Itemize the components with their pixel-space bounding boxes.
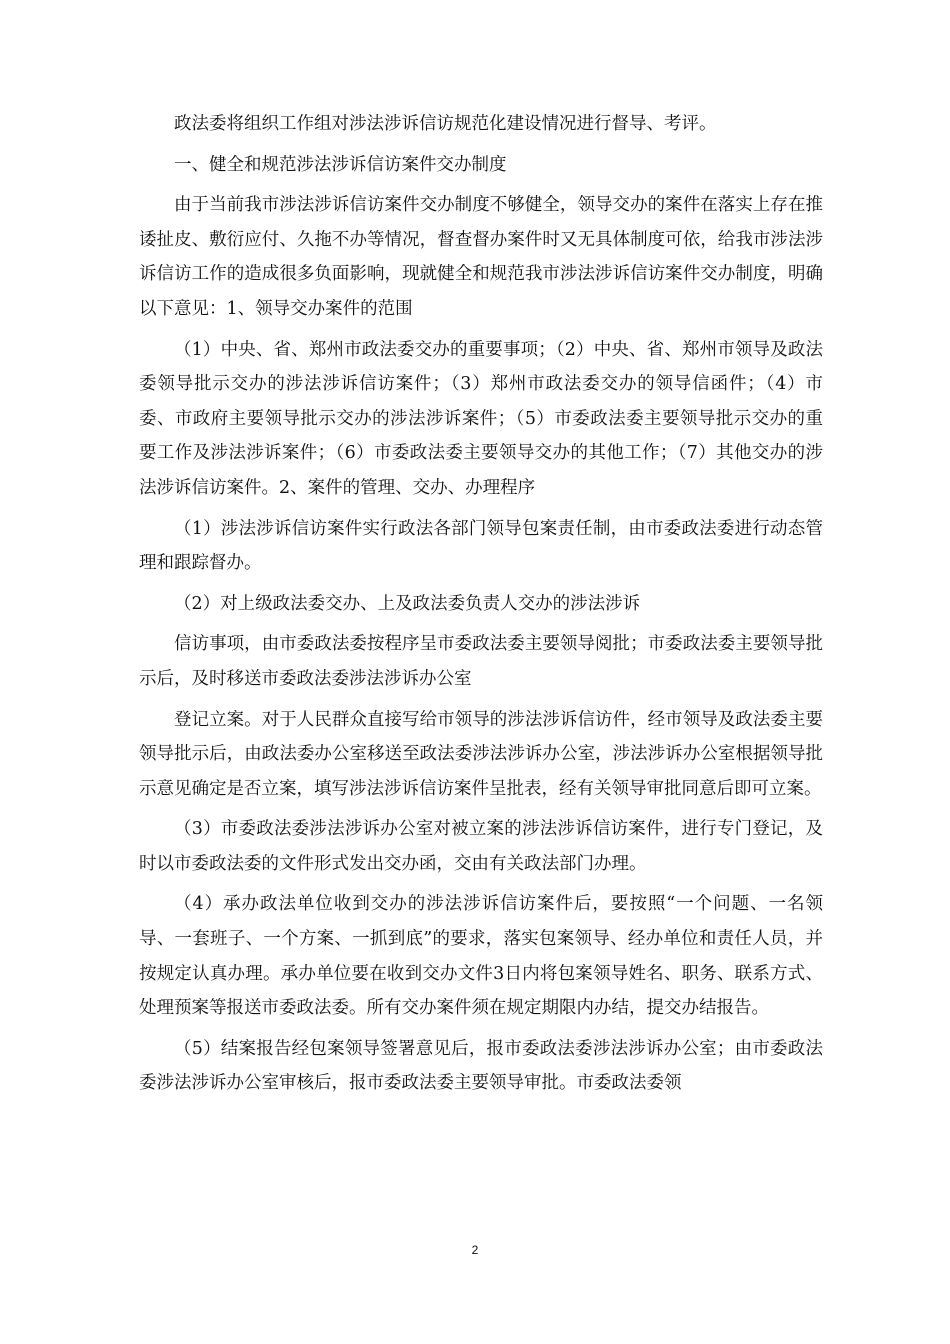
paragraph: （2）对上级政法委交办、上及政法委负责人交办的涉法涉诉 [174,593,641,614]
paragraph: 信访事项，由市委政法委按程序呈市委政法委主要领导阅批；市委政法委主要领导批示后，及时移送市委政法委涉法涉诉办公室 [139,634,823,689]
page-number: 2 [471,1243,479,1257]
paragraph: （3）市委政法委涉法涉诉办公室对被立案的涉法涉诉信访案件，进行专门登记，及时以市委政法委的文件形式发出交办函，交由有关政法部门办理。 [139,819,823,874]
paragraph: （1）中央、省、郑州市政法委交办的重要事项；（2）中央、省、郑州市领导及政法委领导批示交办的涉法涉诉信访案件；（3）郑州市政法委交办的领导信函件；（4）市委、市政府主要领导批示交办的涉法涉诉案件；（5）市委政法委主要领导批示交办的重要工作及涉法涉诉案件；（6）市委政法委主要领导交办的其他工作；（7）其他交办的涉法涉诉信访案件。2、案件的管理、交办、办理程序 [139,339,823,498]
paragraph: 登记立案。对于人民群众直接写给市领导的涉法涉诉信访件，经市领导及政法委主要领导批示后，由政法委办公室移送至政法委涉法涉诉办公室，涉法涉诉办公室根据领导批示意见确定是否立案，填写涉法涉诉信访案件呈批表，经有关领导审批同意后即可立案。 [139,709,823,799]
paragraph: （4）承办政法单位收到交办的涉法涉诉信访案件后，要按照“一个问题、一名领导、一套班子、一个方案、一抓到底”的要求，落实包案领导、经办单位和责任人员，并按规定认真办理。承办单位要在收到交办文件3日内将包案领导姓名、职务、联系方式、处理预案等报送市委政法委。所有交办案件须在规定期限内办结，提交办结报告。 [139,894,823,1019]
document-body [139,107,823,1107]
paragraph: （5）结案报告经包案领导签署意见后，报市委政法委涉法涉诉办公室；由市委政法委涉法涉诉办公室审核后，报市委政法委主要领导审批。市委政法委领 [139,1038,823,1094]
paragraph: 由于当前我市涉法涉诉信访案件交办制度不够健全，领导交办的案件在落实上存在推诿扯皮、敷衍应付、久拖不办等情况，督查督办案件时又无具体制度可依，给我市涉法涉诉信访工作的造成很多负面影响，现就健全和规范我市涉法涉诉信访案件交办制度，明确以下意见：1、领导交办案件的范围 [139,195,823,319]
paragraph-intro: 政法委将组织工作组对涉法涉诉信访规范化建设情况进行督导、考评。 [174,114,717,134]
paragraph: （1）涉法涉诉信访案件实行政法各部门领导包案责任制，由市委政法委进行动态管理和跟踪督办。 [139,518,823,574]
section-heading-1: 一、健全和规范涉法涉诉信访案件交办制度 [174,154,507,175]
